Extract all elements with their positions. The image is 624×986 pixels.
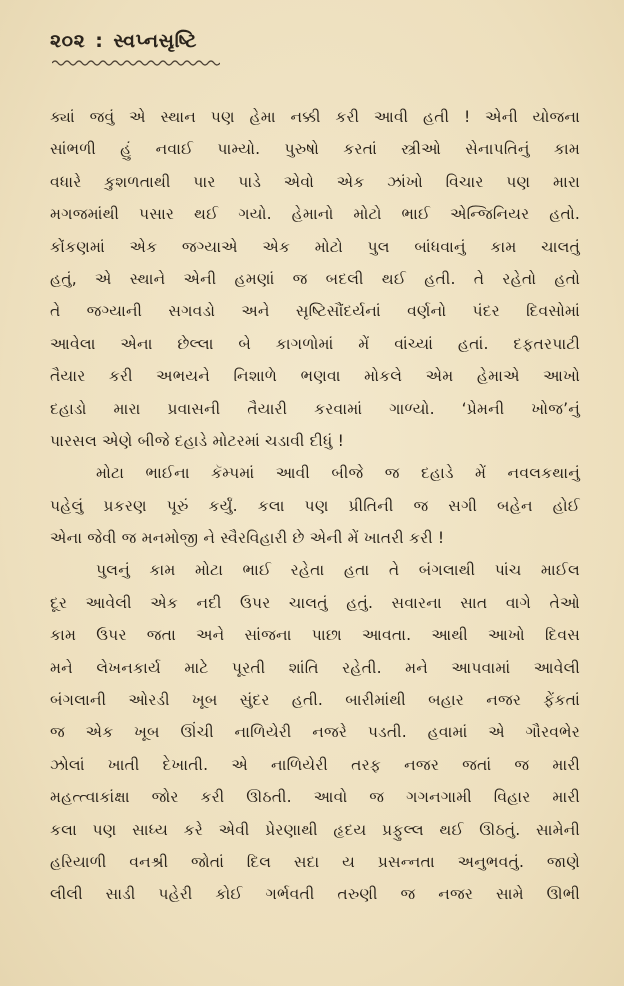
header-separator: : bbox=[95, 30, 104, 52]
text-line: લીલી સાડી પહેરી કોઈ ગર્ભવતી તરુણી જ નજર સામે ઊભી bbox=[50, 885, 580, 904]
running-header bbox=[50, 30, 580, 52]
text-line: જ એક ખૂબ ઊંચી નાળિયેરી નજરે પડતી. હવામાં એ ગૌરવભેર bbox=[50, 723, 580, 742]
text-line: પુલનું કામ મોટા ભાઈ રહેતા હતા તે બંગલાથી પાંચ માઈલ bbox=[96, 561, 580, 580]
text-line: સાંભળી હું નવાઈ પામ્યો. પુરુષો કરતાં સ્ત્રીઓ સેનાપતિનું કામ bbox=[50, 140, 580, 159]
text-line: ઝોલાં ખાતી દેખાતી. એ નાળિયેરી તરફ નજર જતાં જ મારી bbox=[50, 755, 580, 774]
body-text bbox=[50, 101, 580, 911]
text-line: બંગલાની ઓરડી ખૂબ સુંદર હતી. બારીમાંથી બહાર નજર ફેંકતાં bbox=[50, 691, 580, 710]
text-line: કલા પણ સાધ્ય કરે એવી પ્રેરણાથી હૃદય પ્રફુલ્લ થઈ ઊઠતું. સામેની bbox=[50, 820, 580, 839]
text-line: તે જગ્યાની સગવડો અને સૃષ્ટિસૌંદર્યનાં વર્ણનો પંદર દિવસોમાં bbox=[50, 302, 580, 321]
text-line: એના જેવી જ મનમોજી ને સ્વૈરવિહારી છે એની મેં ખાતરી કરી ! bbox=[50, 529, 445, 548]
text-line: તૈયાર કરી અભયને નિશાળે ભણવા મોકલે એમ હેમાએ આખો bbox=[50, 367, 580, 386]
text-line: આવેલા એના છેલ્લા બે કાગળોમાં મેં વાંચ્યાં હતાં. દફતરપાટી bbox=[50, 334, 580, 353]
text-line: મહત્ત્વાકાંક્ષા જોર કરી ઊઠતી. આવો જ ગગનગામી વિહાર મારી bbox=[50, 788, 580, 807]
decorative-wavy-underline bbox=[52, 59, 220, 67]
text-line: પારસલ એણે બીજે દહાડે મોટરમાં ચડાવી દીધું ! bbox=[50, 431, 344, 450]
paragraph-2 bbox=[50, 457, 580, 554]
text-line: દહાડો મારા પ્રવાસની તૈયારી કરવામાં ગાળ્યો. ‘પ્રેમની ખોજ’નું bbox=[50, 399, 580, 418]
text-line: વધારે કુશળતાથી પાર પાડે એવો એક ઝાંખો વિચાર પણ મારા bbox=[50, 172, 580, 191]
paragraph-3 bbox=[50, 554, 580, 910]
text-line: પહેલું પ્રકરણ પૂરું કર્યું. કલા પણ પ્રીતિની જ સગી બહેન હોઈ bbox=[50, 496, 580, 515]
book-title: સ્વપ્નસૃષ્ટિ bbox=[113, 30, 197, 52]
text-line: હતું, એ સ્થાને એની હમણાં જ બદલી થઈ હતી. તે રહેતો હતો bbox=[50, 269, 580, 288]
text-line: મને લેખનકાર્ય માટે પૂરતી શાંતિ રહેતી. મને આપવામાં આવેલી bbox=[50, 658, 580, 677]
text-line: હરિયાળી વનશ્રી જોતાં દિલ સદા ય પ્રસન્નતા અનુભવતું. જાણે bbox=[50, 852, 580, 871]
text-line: કામ ઉપર જતા અને સાંજના પાછા આવતા. આથી આખો દિવસ bbox=[50, 626, 580, 645]
text-line: મોટા ભાઈના કૅમ્પમાં આવી બીજે જ દહાડે મેં નવલકથાનું bbox=[96, 464, 580, 483]
text-line: ક્યાં જવું એ સ્થાન પણ હેમા નક્કી કરી આવી હતી ! એની યોજના bbox=[50, 108, 580, 126]
text-line: કોંકણમાં એક જગ્યાએ એક મોટો પુલ બાંધવાનું કામ ચાલતું bbox=[50, 237, 580, 256]
page-number: ૨૦૨ bbox=[50, 30, 86, 52]
text-line: મગજમાંથી પસાર થઈ ગયો. હેમાનો મોટો ભાઈ એન્જિનિયર હતો. bbox=[50, 205, 580, 224]
paragraph-1 bbox=[50, 101, 580, 457]
text-line: દૂર આવેલી એક નદી ઉપર ચાલતું હતું. સવારના સાત વાગે તેઓ bbox=[50, 593, 580, 612]
